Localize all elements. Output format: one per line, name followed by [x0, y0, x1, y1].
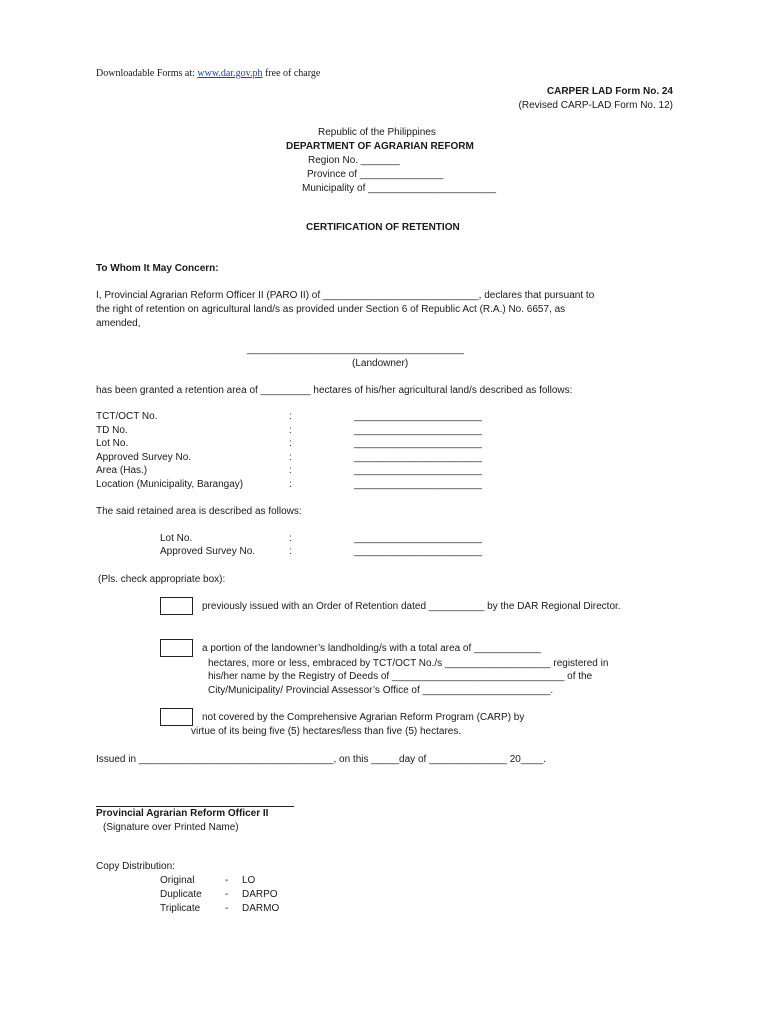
- retained-text: The said retained area is described as follows:: [96, 506, 302, 517]
- option-3-line-2: virtue of its being five (5) hectares/less than five (5) hectares.: [191, 726, 462, 737]
- detail-label: TD No.: [96, 425, 128, 436]
- intro-line-2: the right of retention on agricultural land/s as provided under Section 6 of Republic Act (R.A.) No. 6657, as: [96, 304, 566, 315]
- detail-label: Approved Survey No.: [96, 452, 192, 463]
- distribution-copy: Triplicate: [160, 903, 201, 914]
- option-3-checkbox[interactable]: [160, 708, 193, 726]
- detail-blank: _______________________: [354, 438, 482, 449]
- detail-colon: :: [289, 479, 292, 490]
- detail-label: Lot No.: [96, 438, 129, 449]
- retained-colon: :: [289, 546, 292, 557]
- distribution-recipient: DARMO: [242, 903, 280, 914]
- signatory-subtitle: (Signature over Printed Name): [103, 822, 239, 833]
- detail-label: Area (Has.): [96, 465, 148, 476]
- option-2-line-4: City/Municipality/ Provincial Assessor’s Office of _______________________.: [208, 685, 554, 696]
- detail-label: TCT/OCT No.: [96, 411, 158, 422]
- department-name: DEPARTMENT OF AGRARIAN REFORM: [286, 141, 474, 152]
- detail-colon: :: [289, 411, 292, 422]
- form-number: CARPER LAD Form No. 24: [546, 86, 673, 97]
- signatory-title: Provincial Agrarian Reform Officer II: [96, 808, 269, 819]
- granted-text: has been granted a retention area of _________ hectares of his/her agricultural land/s described as follows:: [96, 385, 573, 396]
- detail-colon: :: [289, 452, 292, 463]
- detail-colon: :: [289, 438, 292, 449]
- republic-line: Republic of the Philippines: [318, 127, 436, 138]
- form-revised: (Revised CARP-LAD Form No. 12): [518, 100, 673, 111]
- retained-blank: _______________________: [354, 546, 482, 557]
- province-field: Province of _______________: [307, 169, 444, 180]
- municipality-field: Municipality of _______________________: [302, 183, 497, 194]
- option-2-checkbox[interactable]: [160, 639, 193, 657]
- retained-blank: _______________________: [354, 533, 482, 544]
- retained-label: Approved Survey No.: [160, 546, 256, 557]
- distribution-copy: Original: [160, 875, 195, 886]
- download-suffix: free of charge: [264, 68, 321, 79]
- download-note: [96, 68, 320, 79]
- document-title: CERTIFICATION OF RETENTION: [306, 222, 460, 233]
- detail-colon: :: [289, 425, 292, 436]
- detail-label: Location (Municipality, Barangay): [96, 479, 244, 490]
- intro-line-3: amended,: [96, 318, 141, 329]
- retained-label: Lot No.: [160, 533, 193, 544]
- intro-line-1: I, Provincial Agrarian Reform Officer II (PARO II) of ____________________________, declares that pursuant to: [96, 290, 595, 301]
- distribution-dash: -: [225, 889, 229, 900]
- distribution-dash: -: [225, 903, 229, 914]
- check-instruction: (Pls. check appropriate box):: [98, 574, 226, 585]
- distribution-heading: Copy Distribution:: [96, 861, 175, 872]
- distribution-copy: Duplicate: [160, 889, 202, 900]
- region-field: Region No. _______: [308, 155, 400, 166]
- signature-line: [96, 806, 294, 807]
- option-2-line-3: his/her name by the Registry of Deeds of _______________________________ of the: [208, 671, 593, 682]
- retained-colon: :: [289, 533, 292, 544]
- detail-blank: _______________________: [354, 411, 482, 422]
- distribution-recipient: DARPO: [242, 889, 278, 900]
- option-3-line-1: not covered by the Comprehensive Agrarian Reform Program (CARP) by: [202, 712, 525, 723]
- download-prefix: Downloadable Forms at:: [96, 68, 195, 79]
- detail-blank: _______________________: [354, 465, 482, 476]
- option-2-line-1: a portion of the landowner’s landholding/s with a total area of ____________: [202, 643, 541, 654]
- download-link[interactable]: www.dar.gov.ph: [197, 68, 263, 79]
- detail-blank: _______________________: [354, 452, 482, 463]
- landowner-label: (Landowner): [352, 358, 409, 369]
- detail-blank: _______________________: [354, 479, 482, 490]
- detail-blank: _______________________: [354, 425, 482, 436]
- distribution-recipient: LO: [242, 875, 256, 886]
- option-1-checkbox[interactable]: [160, 597, 193, 615]
- salutation: To Whom It May Concern:: [96, 263, 219, 274]
- option-2-line-2: hectares, more or less, embraced by TCT/OCT No./s ___________________ registered in: [208, 658, 609, 669]
- distribution-dash: -: [225, 875, 229, 886]
- issued-line: Issued in ___________________________________, on this _____day of ______________ 20____.: [96, 754, 546, 765]
- landowner-line: _______________________________________: [247, 344, 464, 355]
- option-1-text: previously issued with an Order of Retention dated __________ by the DAR Regional Director.: [202, 601, 621, 612]
- detail-colon: :: [289, 465, 292, 476]
